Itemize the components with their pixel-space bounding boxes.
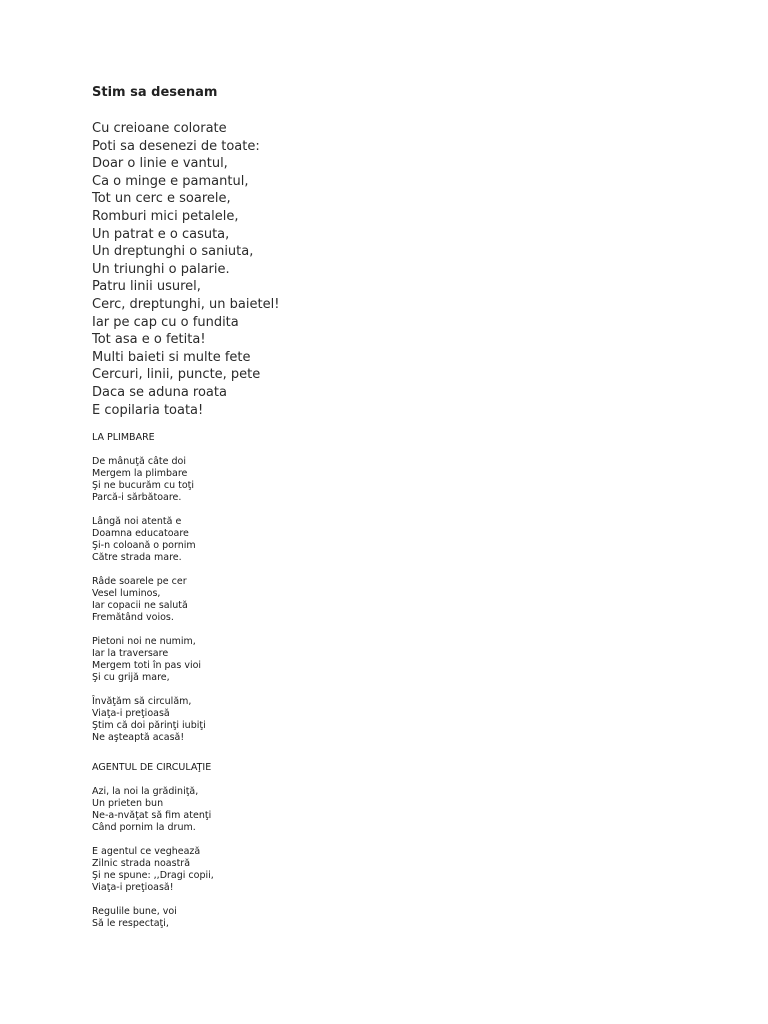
poem-line: Viaţa-i preţioasă (92, 708, 170, 719)
poem-line: Vesel luminos, (92, 588, 161, 599)
poem-line: Patru linii usurel, (92, 279, 201, 295)
poem-line: Un dreptunghi o saniuta, (92, 244, 254, 260)
poem-line: Doamna educatoare (92, 528, 189, 539)
poem-agentul-de-circulatie (92, 762, 214, 942)
poem-line: Azi, la noi la grădiniţă, (92, 786, 199, 797)
stanza (92, 786, 214, 834)
poem-line: Şi-n coloană o pornim (92, 540, 196, 551)
section-heading: AGENTUL DE CIRCULAŢIE (92, 762, 212, 773)
poem-line: Regulile bune, voi (92, 906, 177, 917)
poem-line: Ne aşteaptă acasă! (92, 732, 185, 743)
section-heading: LA PLIMBARE (92, 432, 155, 443)
stanza (92, 696, 206, 744)
poem-line: Un triunghi o palarie. (92, 261, 230, 277)
poem-line: Zilnic strada noastră (92, 858, 191, 869)
poem-line: Lângă noi atentă e (92, 516, 182, 527)
poem-line: Pietoni noi ne numim, (92, 636, 196, 647)
poem-line: Tot asa e o fetita! (92, 332, 206, 348)
poem-line: Un prieten bun (92, 798, 164, 809)
poem-line: Şi cu grijă mare, (92, 672, 170, 683)
poem-line: E copilaria toata! (92, 402, 204, 418)
poem-line: Către strada mare. (92, 552, 182, 563)
document-title: Stim sa desenam (92, 85, 218, 100)
poem-line: Viaţa-i preţioasă! (92, 882, 174, 893)
stanza (92, 516, 206, 564)
poem-line: Mergem toti în pas vioi (92, 660, 202, 671)
stanza (92, 636, 206, 684)
poem-line: Râde soarele pe cer (92, 576, 187, 587)
poem-line: Cu creioane colorate (92, 121, 227, 136)
poem-line: Iar la traversare (92, 648, 169, 659)
stanza (92, 576, 206, 624)
poem-line: Ştim că doi părinţi iubiţi (92, 720, 206, 731)
stanza (92, 456, 206, 504)
poem-line: Ca o minge e pamantul, (92, 173, 249, 189)
poem-stim-sa-desenam (92, 120, 279, 419)
poem-line: Ne-a-nvăţat să fim atenţi (92, 810, 212, 821)
poem-line: Doar o linie e vantul, (92, 156, 228, 172)
poem-line: Un patrat e o casuta, (92, 226, 230, 242)
poem-line: Când pornim la drum. (92, 822, 196, 833)
poem-line: Parcă-i sărbătoare. (92, 492, 182, 503)
poem-line: Să le respectaţi, (92, 918, 169, 929)
poem-line: De mânuţă câte doi (92, 456, 186, 467)
stanza (92, 846, 214, 894)
poem-line: Şi ne spune: ,,Dragi copii, (92, 870, 214, 881)
poem-line: Şi ne bucurăm cu toţi (92, 480, 195, 491)
poem-line: Iar copacii ne salută (92, 600, 188, 611)
poem-line: Cercuri, linii, puncte, pete (92, 367, 261, 383)
poem-line: Tot un cerc e soarele, (92, 191, 231, 207)
poem-line: Romburi mici petalele, (92, 208, 239, 224)
poem-line: Fremătând voios. (92, 612, 174, 623)
poem-la-plimbare (92, 432, 206, 756)
poem-line: Multi baieti si multe fete (92, 349, 251, 365)
poem-line: Învăţăm să circulăm, (92, 696, 192, 707)
poem-line: Mergem la plimbare (92, 468, 188, 479)
stanza (92, 906, 214, 930)
poem-line: Iar pe cap cu o fundita (92, 314, 239, 330)
poem-line: Daca se aduna roata (92, 384, 227, 400)
poem-line: Cerc, dreptunghi, un baietel! (92, 296, 280, 312)
poem-line: E agentul ce veghează (92, 846, 201, 857)
poem-line: Poti sa desenezi de toate: (92, 138, 260, 154)
